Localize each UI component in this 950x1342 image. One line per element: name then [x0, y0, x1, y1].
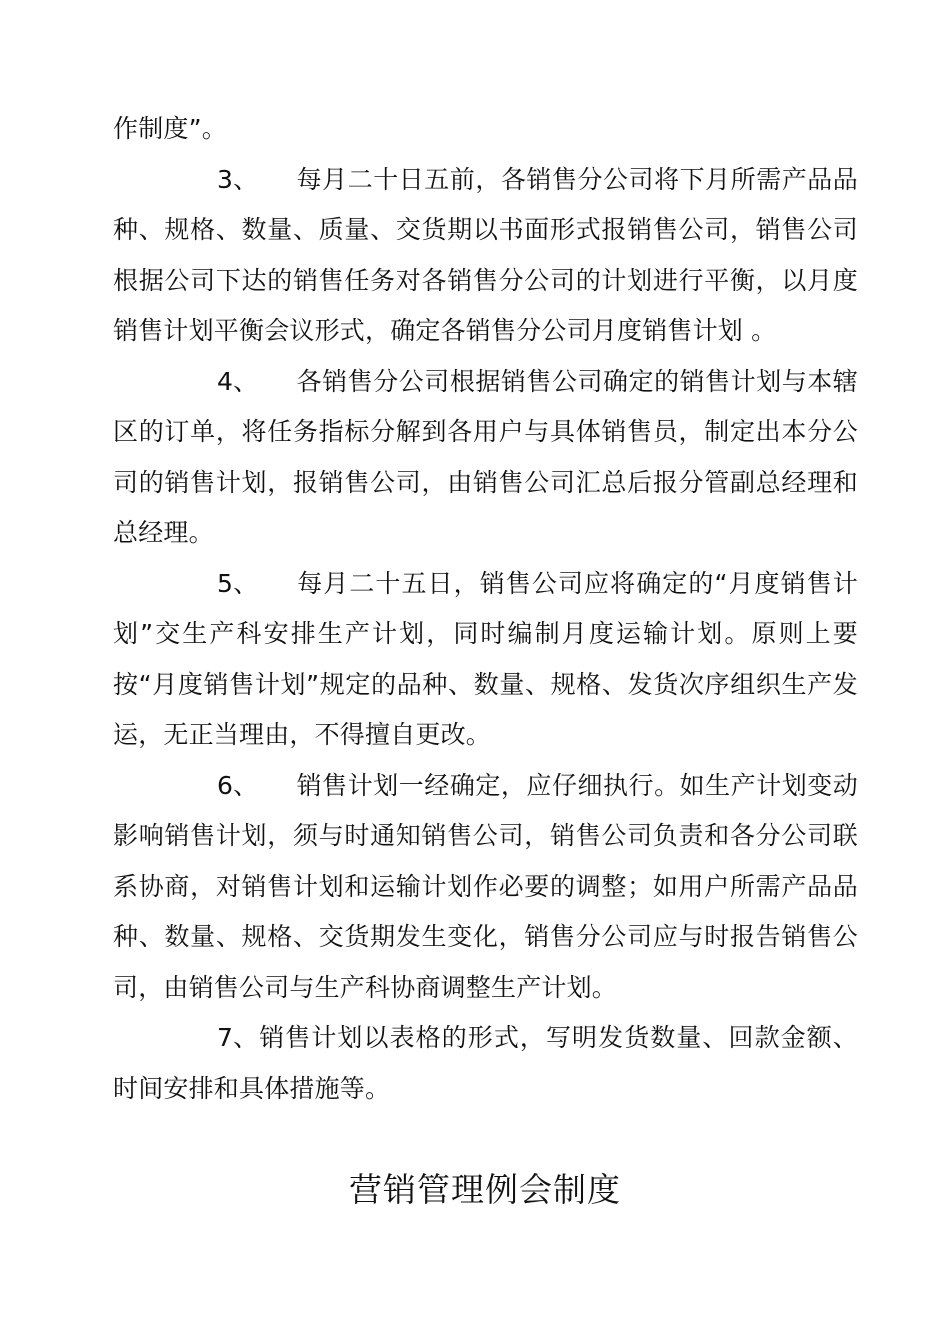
item-number: 6、: [217, 770, 259, 800]
paragraph-item-3: [113, 155, 858, 357]
item-number: 3、: [217, 164, 259, 194]
paragraph-continuation: [113, 104, 858, 155]
paragraph-text: 各销售分公司根据销售公司确定的销售计划与本辖区的订单，将任务指标分解到各用户与具体销售员，制定出本分公司的销售计划，报销售公司，由销售公司汇总后报分管副总经理和总经理。: [113, 366, 858, 547]
item-number: 7、: [217, 1023, 259, 1052]
paragraph-item-5: [113, 559, 858, 761]
paragraph-text: 销售计划以表格的形式，写明发货数量、回款金额、时间安排和具体措施等。: [113, 1023, 858, 1103]
section-heading: 营销管理例会制度: [349, 1170, 621, 1209]
paragraph-text: 每月二十日五前，各销售分公司将下月所需产品品种、规格、数量、质量、交货期以书面形式报销售公司，销售公司根据公司下达的销售任务对各销售分公司的计划进行平衡，以月度销售计划平衡会议形式，确定各销售分公司月度销售计划 。: [113, 164, 858, 345]
item-number: 4、: [217, 366, 259, 396]
paragraph-text: 作制度”。: [113, 114, 227, 143]
document-body: [113, 104, 858, 1114]
paragraph-text: 销售计划一经确定，应仔细执行。如生产计划变动影响销售计划，须与时通知销售公司，销售公司负责和各分公司联系协商，对销售计划和运输计划作必要的调整；如用户所需产品品种、数量、规格、交货期发生变化，销售分公司应与时报告销售公司，由销售公司与生产科协商调整生产计划。: [113, 770, 858, 1002]
paragraph-item-7: [113, 1013, 858, 1114]
section-heading-wrapper: [0, 1160, 950, 1220]
paragraph-item-4: [113, 357, 858, 559]
item-number: 5、: [217, 568, 259, 598]
paragraph-text: 每月二十五日，销售公司应将确定的“月度销售计划”交生产科安排生产计划，同时编制月度运输计划。原则上要按“月度销售计划”规定的品种、数量、规格、发货次序组织生产发运，无正当理由，不得擅自更改。: [113, 568, 858, 749]
paragraph-item-6: [113, 761, 858, 1014]
